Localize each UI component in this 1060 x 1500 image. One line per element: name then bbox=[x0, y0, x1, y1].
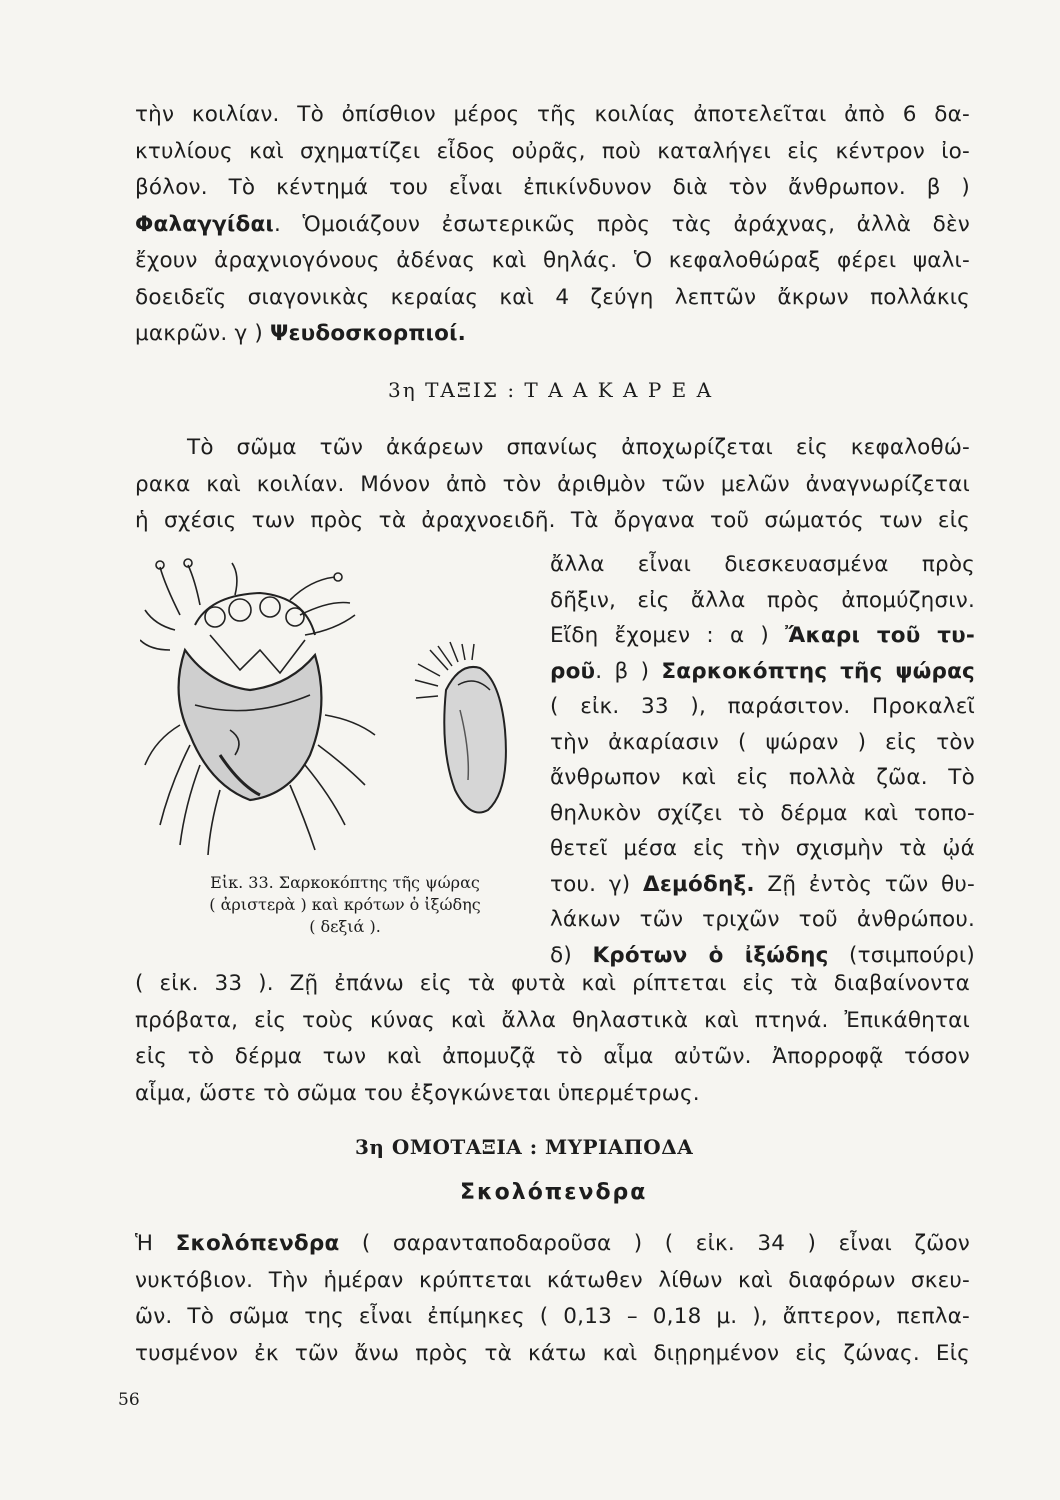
text-line: ῶν. Τὸ σῶμα της εἶναι ἐπίμηκες ( 0,13 – 0,18 μ. ), ἄπτερον, πεπλα- bbox=[135, 1304, 970, 1329]
term-pseudoscorpions: Ψευδοσκορπιοί. bbox=[270, 321, 467, 346]
text-line: ἄνθρωπον καὶ εἰς πολλὰ ζῶα. Τὸ bbox=[550, 765, 975, 790]
paragraph-arachnids-end bbox=[135, 97, 970, 353]
text-line: νυκτόβιον. Τὴν ἡμέραν κρύπτεται κάτωθεν λίθων καὶ διαφόρων σκευ- bbox=[135, 1267, 970, 1293]
section-heading-myriapoda: 3η ΟΜΟΤΑΞΙΑ : ΜΥΡΙΑΠΟΔΑ bbox=[355, 1135, 694, 1159]
section-heading-akarea: 3η ΤΑΞΙΣ : Τ Α Α Κ Α Ρ Ε Α bbox=[388, 378, 714, 402]
tick-ixodes-illustration bbox=[410, 640, 530, 830]
text-line: του. γ) Δεμόδηξ. Ζῇ ἐντὸς τῶν θυ- bbox=[550, 871, 975, 897]
text-line: ἔχουν ἀραχνιογόνους ἀδένας καὶ θηλάς. Ὁ κεφαλοθώραξ φέρει ψαλι- bbox=[135, 248, 970, 273]
text-line: τὴν κοιλίαν. Τὸ ὀπίσθιον μέρος τῆς κοιλίας ἀποτελεῖται ἀπὸ 6 δα- bbox=[135, 102, 970, 127]
paragraph-akarea-intro bbox=[135, 430, 970, 540]
text-line: πρόβατα, εἰς τοὺς κύνας καὶ ἄλλα θηλαστικὰ καὶ πτηνά. Ἐπικάθηται bbox=[135, 1007, 970, 1033]
figure-caption: Εἰκ. 33. Σαρκοκόπτης τῆς ψώρας ( ἀριστερὰ ) καὶ κρότων ὁ ἰξώδης ( δεξιά ). bbox=[209, 873, 481, 936]
text-line: ἄλλα εἶναι διεσκευασμένα πρὸς bbox=[550, 552, 975, 577]
term-phalangidae: Φαλαγγίδαι bbox=[135, 211, 275, 237]
text-line: ρακα καὶ κοιλίαν. Μόνον ἀπὸ τὸν ἀριθμὸν τῶν μελῶν ἀναγνωρίζεται bbox=[135, 471, 970, 497]
text-line: Ἡ Σκολόπενδρα ( σαρανταποδαροῦσα ) ( εἰκ. 34 ) εἶναι ζῶον bbox=[135, 1231, 971, 1256]
text-line: Εἴδη ἔχομεν : α ) Ἄκαρι τοῦ τυ- bbox=[550, 623, 975, 648]
term-demodex: Δεμόδηξ. bbox=[643, 871, 755, 897]
term-akari-tyrou: Ἄκαρι τοῦ τυ- bbox=[785, 623, 975, 648]
text-line: βόλον. Τὸ κέντημά του εἶναι ἐπικίνδυνον διὰ τὸν ἄνθρωπον. β ) bbox=[135, 175, 970, 200]
text-line: τυσμένον ἐκ τῶν ἄνω πρὸς τὰ κάτω καὶ διῃρημένον εἰς ζώνας. Εἰς bbox=[135, 1340, 970, 1366]
paragraph-ixodes bbox=[135, 966, 970, 1112]
term-scolopendra: Σκολόπενδρα bbox=[175, 1231, 340, 1256]
paragraph-akarea-column bbox=[550, 547, 975, 973]
text-line: δοειδεῖς σιαγονικὰς κεραίας καὶ 4 ζεύγη λεπτῶν ἄκρων πολλάκις bbox=[135, 284, 970, 310]
text-line: ( εἰκ. 33 ). Ζῇ ἐπάνω εἰς τὰ φυτὰ καὶ ρίπτεται εἰς τὰ διαβαίνοντα bbox=[135, 971, 970, 996]
text-line: δῆξιν, εἰς ἄλλα πρὸς ἀπομύζησιν. bbox=[550, 587, 975, 613]
term-ixodes: Κρότων ὁ ἰξώδης bbox=[592, 942, 829, 968]
text-line: ἡ σχέσις των πρὸς τὰ ἀραχνοειδῆ. Τὰ ὄργανα τοῦ σώματός των εἰς bbox=[135, 508, 970, 533]
term-sarcoptes: Σαρκοκόπτης τῆς ψώρας bbox=[661, 658, 975, 684]
text-line: εἰς τὸ δέρμα των καὶ ἀπομυζᾷ τὸ αἷμα αὐτῶν. Ἀπορροφᾷ τόσον bbox=[135, 1044, 970, 1069]
sarcoptes-mite-illustration bbox=[140, 555, 380, 865]
text-line: θετεῖ μέσα εἰς τὴν σχισμὴν τὰ ᾠά bbox=[550, 836, 975, 861]
text-line: κτυλίους καὶ σχηματίζει εἶδος οὐρᾶς, ποὺ καταλήγει εἰς κέντρον ἰο- bbox=[135, 138, 970, 164]
text-line: ροῦ. β ) Σαρκοκόπτης τῆς ψώρας bbox=[550, 658, 975, 684]
subheading-scolopendra: Σκολόπενδρα bbox=[460, 1180, 648, 1205]
text-line: Τὸ σῶμα τῶν ἀκάρεων σπανίως ἀποχωρίζεται εἰς κεφαλοθώ- bbox=[187, 435, 970, 460]
text-line: ( εἰκ. 33 ), παράσιτον. Προκαλεῖ bbox=[550, 694, 975, 719]
paragraph-scolopendra bbox=[135, 1226, 970, 1372]
text-line: Φαλαγγίδαι. Ὁμοιάζουν ἐσωτερικῶς πρὸς τὰς ἀράχνας, ἀλλὰ δὲν bbox=[135, 211, 970, 237]
text-line: μακρῶν. γ ) Ψευδοσκορπιοί. bbox=[135, 321, 467, 346]
text-line: δ) Κρότων ὁ ἰξώδης (τσιμπούρι) bbox=[550, 942, 975, 968]
text-line: αἷμα, ὥστε τὸ σῶμα του ἐξογκώνεται ὑπερμέτρως. bbox=[135, 1080, 700, 1106]
text-line: λάκων τῶν τριχῶν τοῦ ἀνθρώπου. bbox=[550, 907, 975, 932]
page-number: 56 bbox=[118, 1390, 140, 1410]
text-line: θηλυκὸν σχίζει τὸ δέρμα καὶ τοπο- bbox=[550, 800, 975, 826]
text-line: τὴν ἀκαρίασιν ( ψώραν ) εἰς τὸν bbox=[550, 729, 975, 755]
